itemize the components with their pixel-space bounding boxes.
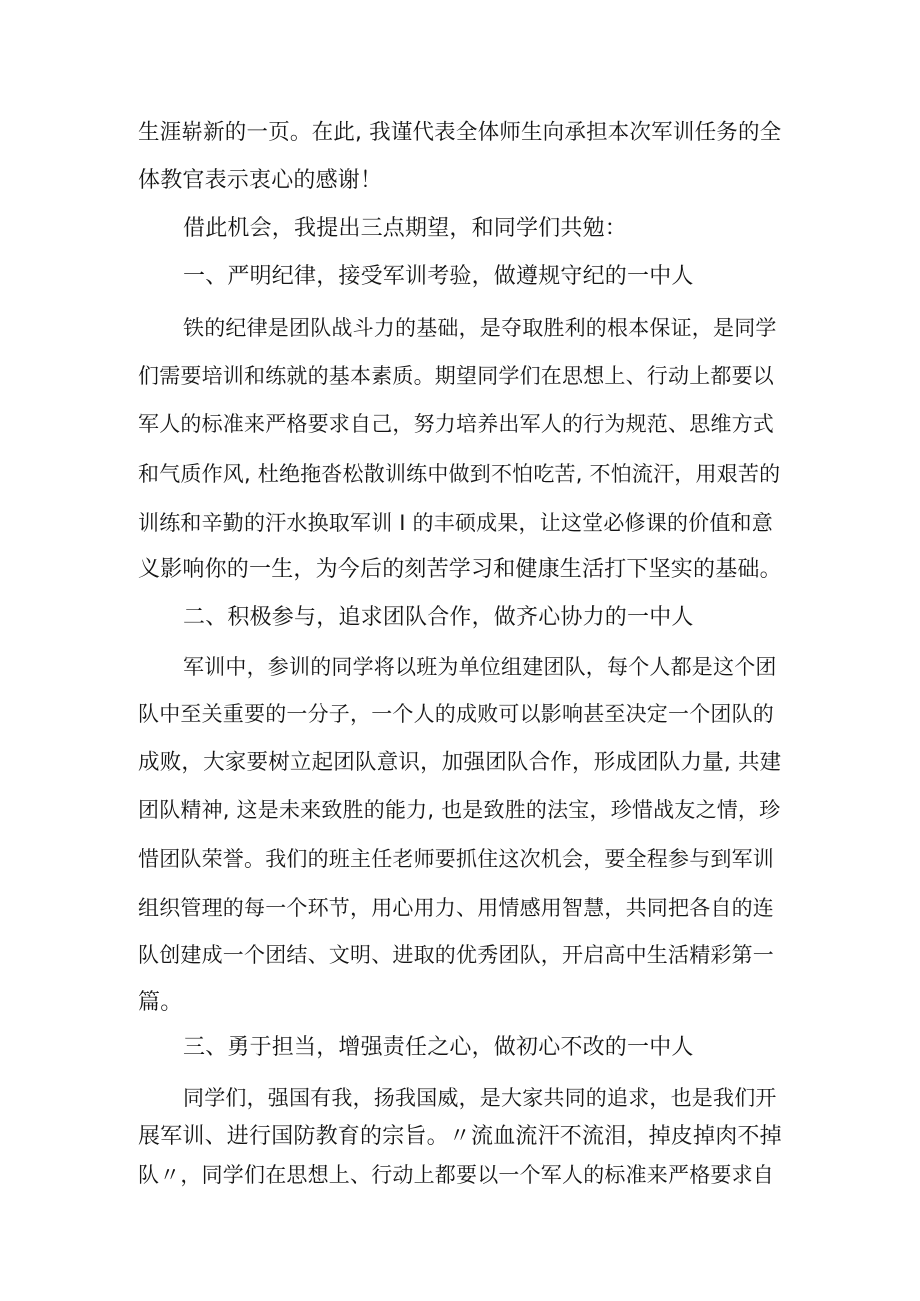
- text-line: 篇。: [138, 990, 183, 1015]
- section-heading: 一、严明纪律，接受军训考验，做遵规守纪的一中人: [183, 264, 694, 289]
- text-line: 团队精神, 这是未来致胜的能力, 也是致胜的法宝，珍惜战友之情，珍: [138, 798, 781, 822]
- text-line: 队〃，同学们在思想上、行动上都要以一个军人的标准来严格要求自: [138, 1163, 774, 1187]
- text-line: 和气质作风, 杜绝拖沓松散训练中做到不怕吃苦, 不怕流汗，用艰苦的: [138, 462, 781, 486]
- text-line: 惜团队荣誉。我们的班主任老师要抓住这次机会，要全程参与到军训: [138, 847, 774, 871]
- section-heading: 三、勇于担当，增强责任之心，做初心不改的一中人: [183, 1035, 694, 1060]
- text-line: 们需要培训和练就的基本素质。期望同学们在思想上、行动上都要以: [138, 364, 774, 388]
- text-line: 铁的纪律是团队战斗力的基础，是夺取胜利的根本保证，是同学: [183, 316, 777, 340]
- text-line: 展军训、进行国防教育的宗旨。〃流血流汗不流泪，掉皮掉肉不掉: [138, 1124, 782, 1149]
- text-line: 队中至关重要的一分子，一个人的成败可以影响甚至决定一个团队的: [138, 702, 774, 726]
- text-line: 生涯崭新的一页。在此, 我谨代表全体师生向承担本次军训任务的全: [138, 120, 782, 145]
- text-line: 同学们，强国有我，扬我国威，是大家共同的追求，也是我们开: [183, 1086, 777, 1110]
- text-line: 军人的标准来严格要求自己，努力培养出军人的行为规范、思维方式: [138, 412, 774, 436]
- text-line: 借此机会，我提出三点期望，和同学们共勉：: [183, 216, 628, 241]
- text-line: 组织管理的每一个环节，用心用力、用情感用智慧，共同把各自的连: [138, 896, 774, 920]
- text-line: 义影响你的一生，为今后的刻苦学习和健康生活打下坚实的基础。: [138, 557, 782, 582]
- text-line: 体教官表示衷心的感谢！: [138, 168, 383, 193]
- section-heading: 二、积极参与，追求团队合作，做齐心协力的一中人: [183, 605, 694, 630]
- text-line: 训练和辛勤的汗水换取军训 I 的丰硕成果，让这堂必修课的价值和意: [138, 511, 773, 535]
- text-line: 成败，大家要树立起团队意识，加强团队合作，形成团队力量, 共建: [138, 750, 782, 775]
- text-line: 军训中，参训的同学将以班为单位组建团队，每个人都是这个团: [183, 655, 777, 679]
- text-line: 队创建成一个团结、文明、进取的优秀团队，开启高中生活精彩第一: [138, 943, 774, 967]
